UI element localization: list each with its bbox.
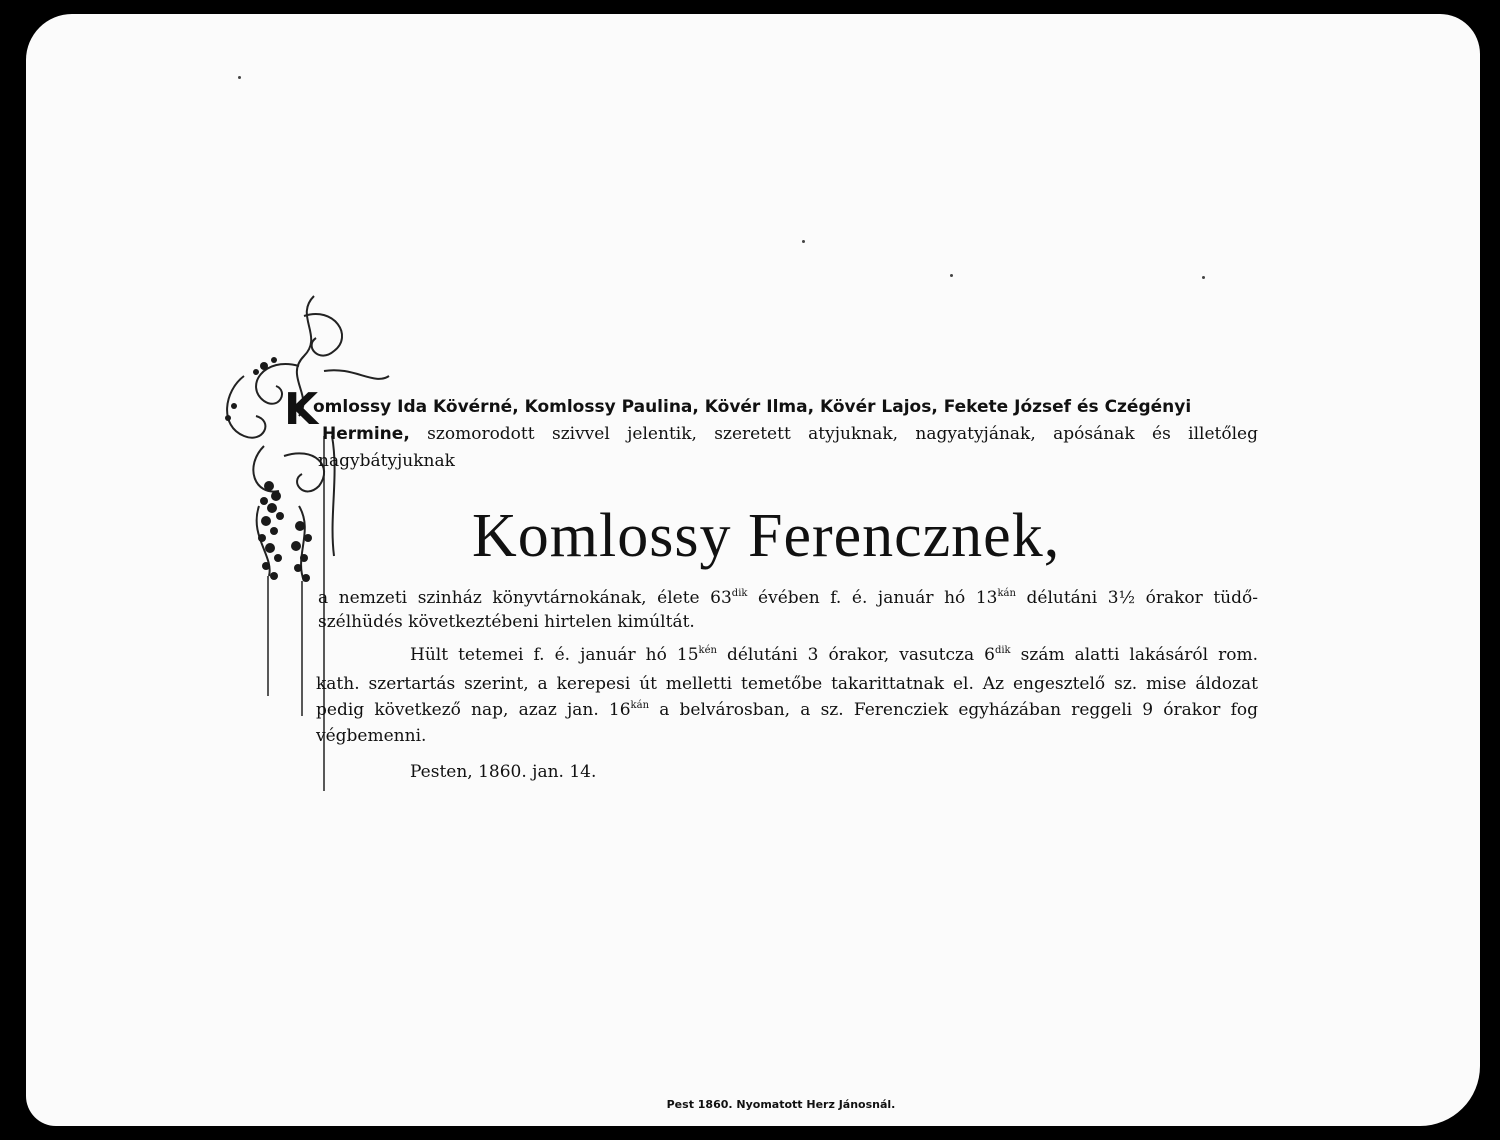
paragraph-2-line-3 [316, 700, 1258, 720]
paper-speck [1202, 276, 1205, 279]
paper-speck [802, 240, 805, 243]
ordinal-suffix: dik [994, 645, 1011, 656]
printer-imprint: Pest 1860. Nyomatott Herz Jánosnál. [666, 1098, 896, 1111]
deceased-name: Komlossy Ferencznek, [472, 502, 1061, 570]
paper-speck [238, 76, 241, 79]
ordinal-suffix: dik [731, 588, 748, 599]
paragraph-1-line-2: szélhüdés következtébeni hirtelen kimúltát. [318, 612, 695, 632]
mourners-line-1: omlossy Ida Kövérné, Komlossy Paulina, Kövér Ilma, Kövér Lajos, Fekete József és Czégényi [313, 397, 1192, 417]
drop-cap-letter: K [284, 384, 319, 435]
text-segment: pedig következő nap, azaz jan. 16 [316, 700, 631, 720]
place-and-date: Pesten, 1860. jan. 14. [410, 762, 597, 782]
mourner-hermine: Hermine, [322, 424, 410, 444]
paragraph-2-line-1 [410, 645, 1258, 665]
paragraph-1-line-1 [318, 588, 1258, 608]
text-segment: Hült tetemei f. é. január hó 15 [410, 645, 699, 665]
mourning-notice-sheet [26, 14, 1480, 1126]
relation-text: nagybátyjuknak [318, 451, 455, 471]
text-segment: a nemzeti szinház könyvtárnokának, élete 63 [318, 588, 732, 608]
ordinal-suffix: kán [997, 588, 1016, 599]
text-segment: évében f. é. január hó 13 [758, 588, 998, 608]
ordinal-suffix: kán [630, 700, 650, 711]
paper-speck [950, 274, 953, 277]
text-segment: a belvárosban, a sz. Ferencziek egyházában reggeli 9 órakor fog [659, 700, 1258, 720]
text-segment: délutáni 3½ órakor tüdő- [1026, 588, 1258, 608]
paragraph-2-line-4: végbemenni. [316, 726, 427, 746]
announcement-text: szomorodott szivvel jelentik, szeretett atyjuknak, nagyatyjának, apósának és illetőleg [427, 424, 1258, 444]
text-segment: szám alatti lakásáról rom. [1020, 645, 1259, 665]
ordinal-suffix: kén [698, 645, 717, 656]
mourners-line-2 [322, 424, 1258, 444]
text-segment: délutáni 3 órakor, vasutcza 6 [726, 645, 995, 665]
paragraph-2-line-2: kath. szertartás szerint, a kerepesi út melletti temetőbe takarittatnak el. Az engesztelő sz. mise áldozat [316, 674, 1258, 694]
